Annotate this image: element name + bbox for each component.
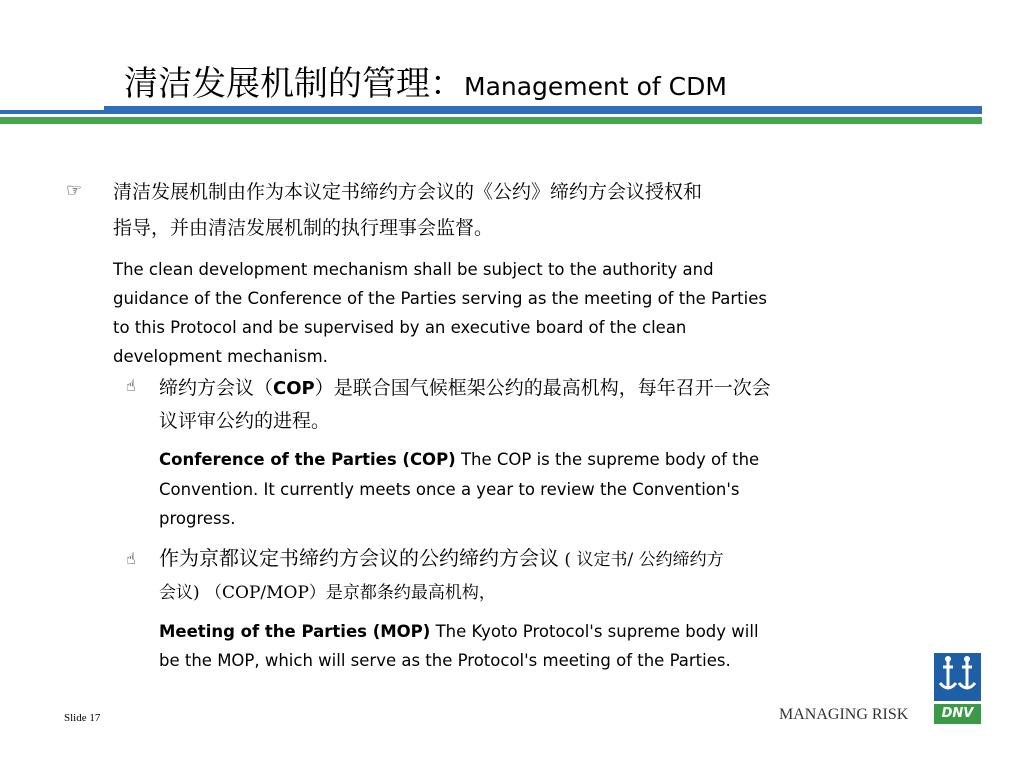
cop-en-line2: Convention. It currently meets once a year to review the Convention's bbox=[159, 480, 740, 499]
dnv-logo bbox=[934, 653, 981, 724]
title-rule-green bbox=[0, 117, 982, 124]
main-en-line1: The clean development mechanism shall be subject to the authority and bbox=[113, 260, 714, 279]
mop-zh-line1: 作为京都议定书缔约方会议的公约缔约方会议 ( 议定书/ 公约缔约方 bbox=[159, 546, 724, 570]
cop-en-line3: progress. bbox=[159, 509, 236, 528]
title-zh: 清洁发展机制的管理： bbox=[124, 64, 464, 104]
pointing-hand-icon: ☞ bbox=[66, 180, 83, 201]
cop-zh-line1: 缔约方会议（COP）是联合国气候框架公约的最高机构，每年召开一次会 bbox=[159, 377, 771, 399]
mop-en-line1: Meeting of the Parties (MOP) The Kyoto Protocol's supreme body will bbox=[159, 622, 759, 641]
dnv-logo-text: DNV bbox=[934, 704, 981, 724]
managing-risk-tagline: MANAGING RISK bbox=[779, 706, 909, 723]
main-en-line2: guidance of the Conference of the Parties serving as the meeting of the Parties bbox=[113, 289, 767, 308]
mop-zh-line2: 会议) （COP/MOP）是京都条约最高机构， bbox=[159, 583, 496, 603]
title-en: Management of CDM bbox=[464, 72, 727, 101]
slide-number: Slide 17 bbox=[64, 712, 101, 724]
cop-en-line1: Conference of the Parties (COP) The COP is the supreme body of the bbox=[159, 450, 760, 469]
title-rule-blue-left bbox=[0, 110, 106, 114]
mop-en-line2: be the MOP, which will serve as the Protocol's meeting of the Parties. bbox=[159, 651, 731, 670]
pointing-finger-icon: ☝ bbox=[126, 549, 136, 568]
cop-zh-line2: 议评审公约的进程。 bbox=[159, 410, 331, 432]
main-zh-line1: 清洁发展机制由作为本议定书缔约方会议的《公约》缔约方会议授权和 bbox=[113, 181, 703, 203]
pointing-finger-icon: ☝ bbox=[126, 376, 136, 395]
main-en-line3: to this Protocol and be supervised by an executive board of the clean bbox=[113, 318, 687, 337]
title-rule-blue bbox=[104, 106, 982, 114]
page-title bbox=[124, 56, 727, 105]
main-en-line4: development mechanism. bbox=[113, 347, 328, 366]
main-zh-line2: 指导，并由清洁发展机制的执行理事会监督。 bbox=[113, 217, 494, 239]
dnv-logo-emblem bbox=[934, 653, 981, 701]
